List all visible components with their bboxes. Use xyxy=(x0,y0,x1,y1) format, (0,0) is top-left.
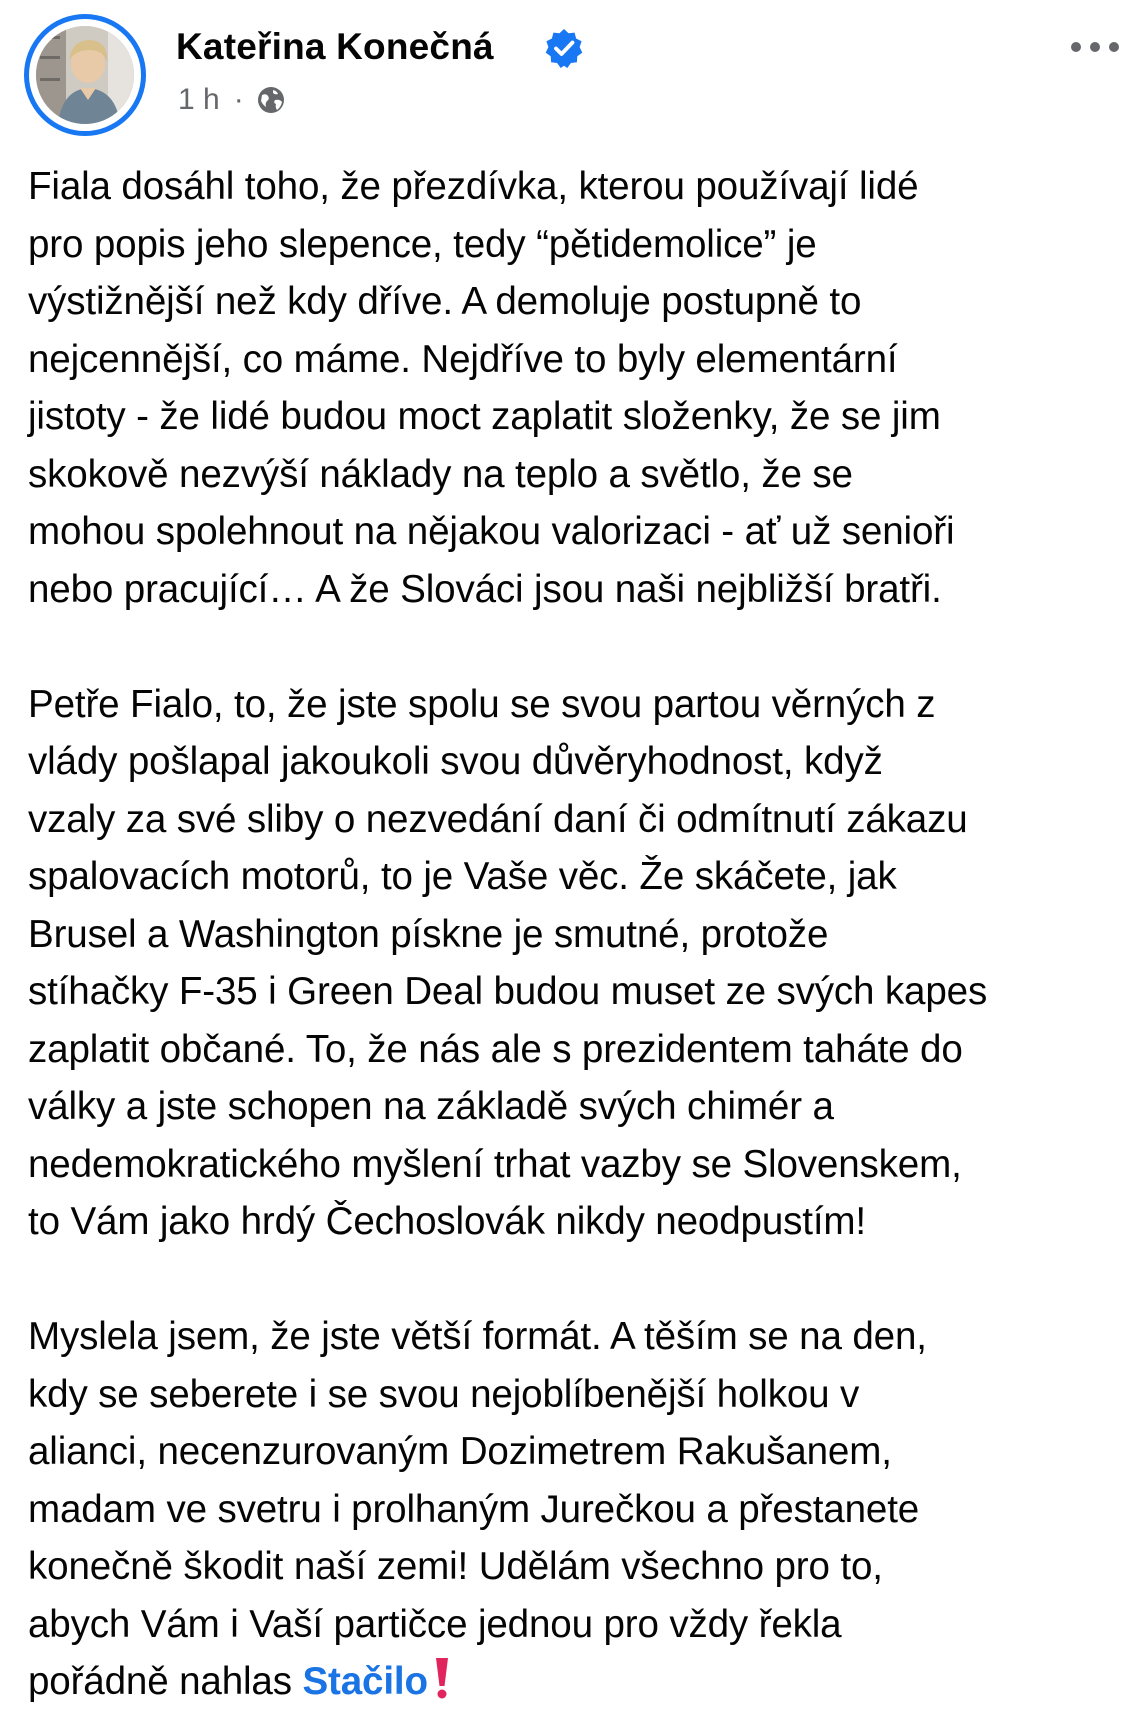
meta-separator: · xyxy=(233,83,244,116)
post-paragraph-2: Petře Fialo, to, že jste spolu se svou partou věrných z vlády pošlapal jakoukoli svou důvěryhodnost, když vzaly za své sliby o nezvedání daní či odmítnutí zákazu spalovacích motorů, to je Vaše věc. Že skáčete, jak Brusel a Washington pískne je smutné, protože stíhačky F-35 i Green Deal budou muset ze svých kapes zaplatit občané. To, že nás ale s prezidentem taháte do války a jste schopen na základě svých chimér a nedemokratického myšlení trhat vazby se Slovenskem, to Vám jako hrdý Čechoslovák nikdy neodpustím! xyxy=(28,682,988,1243)
author-avatar-ring[interactable] xyxy=(24,14,146,136)
post-time[interactable]: 1 h xyxy=(178,83,220,116)
post-paragraph-1: Fiala dosáhl toho, že přezdívka, kterou používají lidé pro popis jeho slepence, tedy “pětidemolice” je výstižnější než kdy dříve. A demoluje postupně to nejcennější, co máme. Nejdříve to byly elementární jistoty - že lidé budou moct zaplatit složenky, že se jim skokově nezvýší náklady na teplo a světlo, že se mohou spolehnout na nějakou valorizaci - ať už senioři nebo pracující… A že Slováci jsou naši nejbližší bratři. xyxy=(28,165,955,611)
globe-icon xyxy=(256,85,286,115)
post-body xyxy=(28,158,1120,1711)
author-name[interactable]: Kateřina Konečná xyxy=(176,26,494,67)
more-dots-icon[interactable] xyxy=(1068,38,1124,56)
post-paragraph-3-text: Myslela jsem, že jste větší formát. A těším se na den, kdy se seberete i se svou nejoblíbenější holkou v alianci, necenzurovaným Dozimetrem Rakušanem, madam ve svetru i prolhaným Jurečkou a přestanete konečně škodit naší zemi! Udělám všechno pro to, abych Vám i Vaší partičce jednou pro vždy řekla pořádně nahlas xyxy=(28,1315,927,1703)
profile-photo-icon xyxy=(36,26,134,124)
verified-badge-icon xyxy=(544,28,584,68)
post-paragraph-3 xyxy=(28,1308,1120,1711)
post-meta xyxy=(178,80,286,120)
hashtag-link[interactable]: Stačilo xyxy=(302,1660,428,1703)
post-header xyxy=(0,0,1129,140)
avatar xyxy=(36,26,134,124)
red-exclamation-icon xyxy=(432,1656,452,1700)
